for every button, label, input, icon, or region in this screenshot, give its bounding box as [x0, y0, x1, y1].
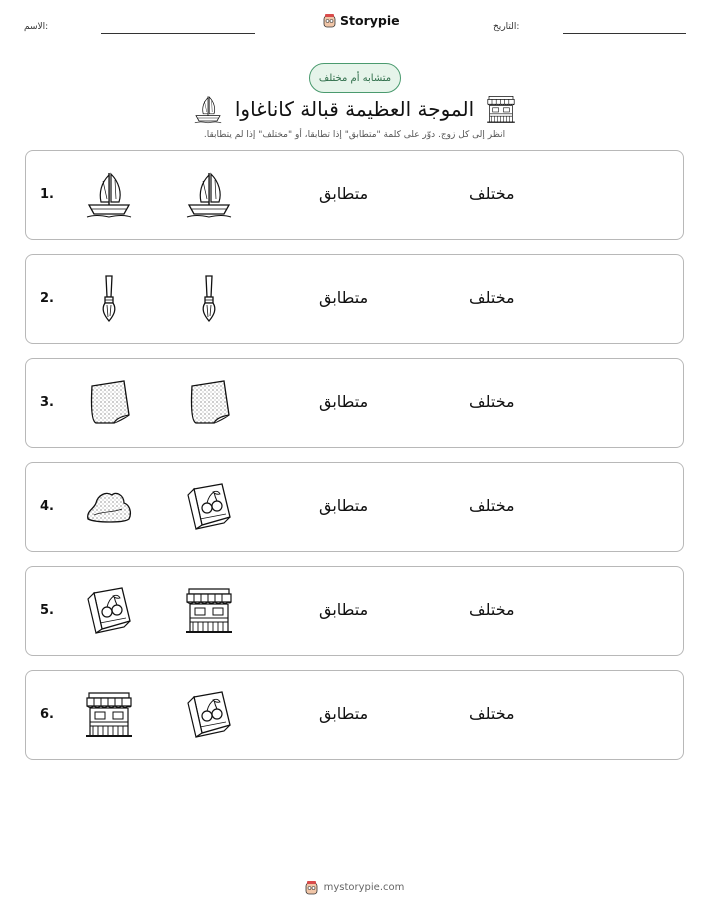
worksheet-type-tag [309, 63, 401, 93]
question-row [25, 462, 684, 552]
instructions: انظر إلى كل زوج. دوّر على كلمة "متطابق" إذا تطابقا، أو "مختلف" إذا لم يتطابقا. [203, 130, 506, 140]
paintbrush-icon [184, 273, 234, 323]
question-number: 5. [40, 603, 54, 618]
same-choice[interactable]: متطابق [319, 496, 369, 515]
question-number: 1. [40, 187, 54, 202]
question-number: 2. [40, 291, 54, 306]
question-row [25, 358, 684, 448]
cherry-box-icon [184, 481, 234, 531]
market-stall-icon [84, 689, 134, 739]
question-row [25, 254, 684, 344]
same-choice[interactable]: متطابق [319, 392, 369, 411]
different-choice[interactable]: مختلف [469, 496, 515, 515]
brand-name: Storypie [340, 13, 400, 28]
question-number: 6. [40, 707, 54, 722]
mound-icon [84, 481, 134, 531]
market-stall-icon [184, 585, 234, 635]
brand-logo [323, 13, 400, 28]
market-stall-icon [486, 94, 516, 124]
question-number: 3. [40, 395, 54, 410]
storypie-mascot-icon [323, 13, 336, 28]
sailboat-icon [184, 169, 234, 219]
same-choice[interactable]: متطابق [319, 184, 369, 203]
different-choice[interactable]: مختلف [469, 184, 515, 203]
date-label: التاريخ: [493, 22, 520, 32]
same-choice[interactable]: متطابق [319, 704, 369, 723]
sailboat-icon [84, 169, 134, 219]
question-number: 4. [40, 499, 54, 514]
tag-label: متشابه أم مختلف [318, 72, 392, 84]
cherry-box-icon [84, 585, 134, 635]
paper-sheet-icon [84, 377, 134, 427]
same-choice[interactable]: متطابق [319, 288, 369, 307]
paintbrush-icon [84, 273, 134, 323]
different-choice[interactable]: مختلف [469, 392, 515, 411]
title-row [0, 93, 709, 125]
question-row [25, 150, 684, 240]
cherry-box-icon [184, 689, 234, 739]
question-row [25, 566, 684, 656]
date-line[interactable] [563, 33, 686, 34]
question-row [25, 670, 684, 760]
different-choice[interactable]: مختلف [469, 288, 515, 307]
name-line[interactable] [101, 33, 255, 34]
different-choice[interactable]: مختلف [469, 704, 515, 723]
footer [0, 880, 709, 895]
page-title: الموجة العظيمة قبالة كاناغاوا [234, 97, 475, 121]
same-choice[interactable]: متطابق [319, 600, 369, 619]
paper-sheet-icon [184, 377, 234, 427]
sailboat-icon [193, 94, 223, 124]
different-choice[interactable]: مختلف [469, 600, 515, 619]
name-label: الاسم: [24, 22, 49, 32]
storypie-mascot-icon [305, 880, 318, 895]
footer-site[interactable]: mystorypie.com [323, 882, 405, 893]
